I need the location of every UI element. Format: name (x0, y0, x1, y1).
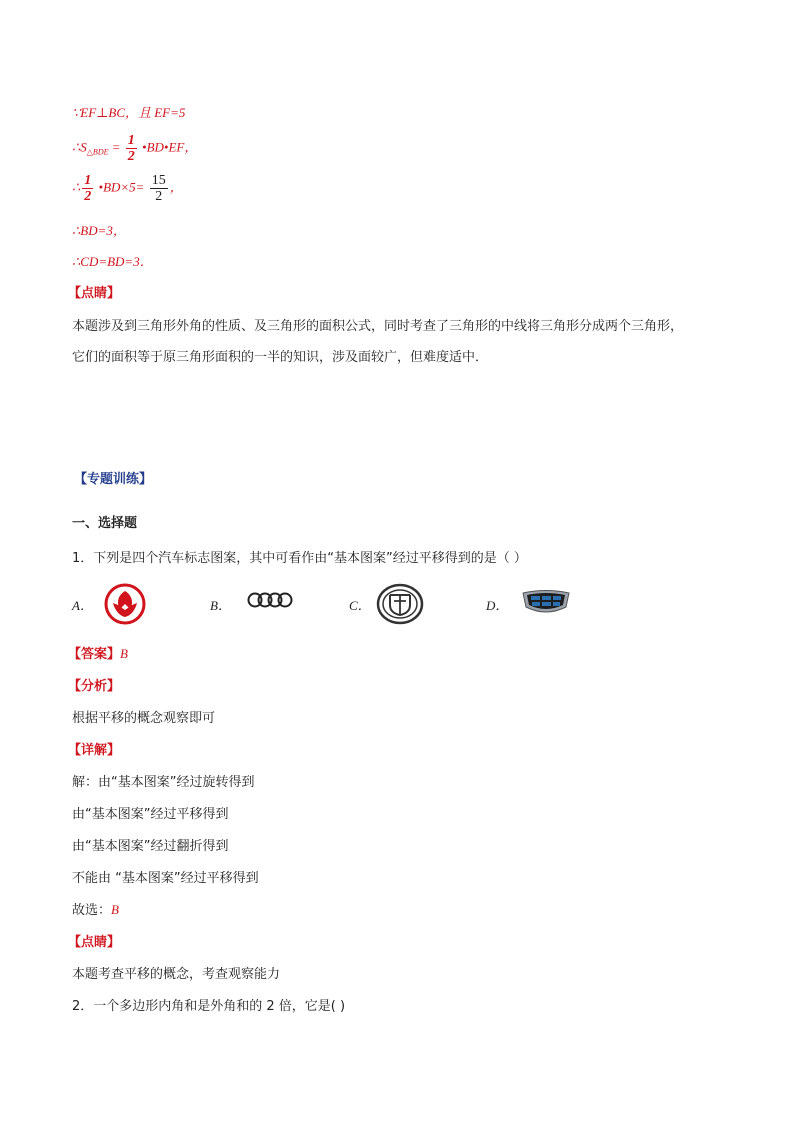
fraction-half (82, 173, 93, 204)
option-a-label: A． (72, 598, 93, 613)
equals-sign: = (108, 139, 124, 155)
section-heading: 一、选择题 (72, 516, 138, 531)
dianjing-text-line-2: 它们的面积等于原三角形面积的一半的知识，涉及面较广，但难度适中． (72, 350, 489, 365)
area-symbol: ∴S (72, 139, 87, 155)
fraction-denominator: 2 (84, 189, 92, 204)
fraction-denominator: 2 (127, 149, 135, 164)
answer-value: B (120, 646, 128, 661)
detail-heading: 【详解】 (68, 743, 121, 758)
audi-rings-logo-icon (246, 590, 294, 610)
equation-middle: •BD×5= (95, 179, 148, 195)
dianjing-text-2: 本题考查平移的概念，考查观察能力 (72, 967, 281, 982)
area-subscript: △BDE (86, 147, 109, 157)
equation-suffix: ， (169, 179, 183, 195)
option-c-label: C． (349, 598, 371, 613)
training-heading: 【专题训练】 (74, 472, 153, 487)
question-1-stem: 1．下列是四个汽车标志图案，其中可看作由“基本图案”经过平移得到的是（ ） (72, 551, 527, 566)
solution-line-4: ∴BD=3， (72, 223, 126, 238)
therefore-symbol: ∴ (72, 179, 81, 195)
choice-prefix: 故选： (72, 903, 112, 918)
analysis-text: 根据平移的概念观察即可 (72, 711, 216, 726)
fraction-denominator: 2 (155, 189, 163, 204)
dianjing-text-line-1: 本题涉及到三角形外角的性质、及三角形的面积公式，同时考查了三角形的中线将三角形分成两个三角形， (72, 319, 684, 334)
dianjing-heading-2: 【点睛】 (68, 935, 121, 950)
detail-line-2: 由“基本图案”经过平移得到 (72, 807, 229, 822)
brilliance-logo-icon (376, 583, 424, 625)
choice-value: B (111, 902, 119, 917)
fraction-15-over-2 (150, 173, 168, 204)
solution-line-3 (72, 173, 183, 204)
answer-row (68, 643, 128, 662)
solution-line-5: ∴CD=BD=3． (72, 254, 153, 269)
solution-line-2 (72, 133, 197, 164)
fraction-numerator: 1 (84, 173, 92, 188)
choice-row (72, 899, 119, 918)
option-d-image (520, 589, 572, 615)
fraction-numerator: 1 (127, 133, 135, 148)
solution-line-1: ∵EF⊥BC，且 EF=5 (72, 105, 186, 120)
answer-heading: 【答案】 (68, 647, 121, 662)
dongfeng-logo-icon (104, 583, 146, 625)
detail-line-3: 由“基本图案”经过翻折得到 (72, 839, 229, 854)
dianjing-heading: 【点睛】 (68, 286, 121, 301)
detail-line-1: 解：由“基本图案”经过旋转得到 (72, 775, 255, 790)
fraction-numerator: 15 (151, 173, 166, 188)
option-a-image (104, 583, 146, 623)
option-b-image (246, 590, 294, 610)
option-d-label: D． (486, 598, 509, 613)
detail-line-4: 不能由 “基本图案”经过平移得到 (72, 871, 259, 886)
geely-logo-icon (520, 589, 572, 615)
analysis-heading: 【分析】 (68, 679, 121, 694)
question-2-stem: 2．一个多边形内角和是外角和的 2 倍，它是( ) (72, 999, 346, 1014)
option-b-label: B． (210, 598, 231, 613)
fraction-half (126, 133, 137, 164)
formula-suffix: •BD•EF， (138, 139, 198, 155)
option-c-image (376, 583, 424, 623)
